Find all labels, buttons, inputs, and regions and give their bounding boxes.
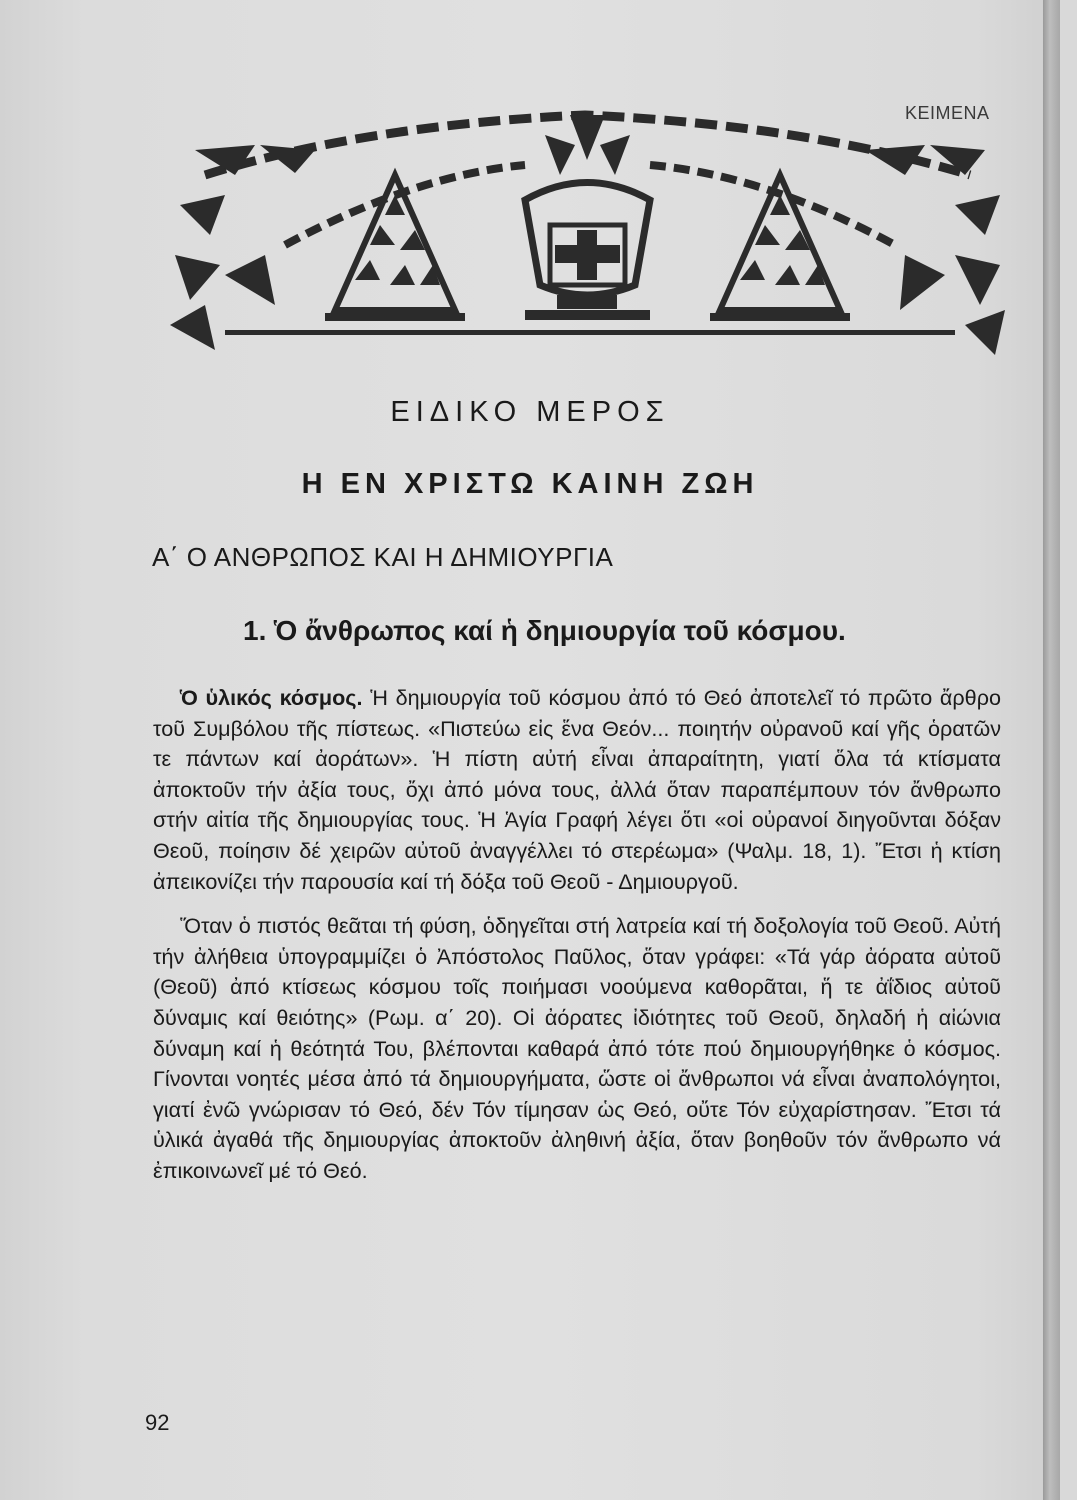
paragraph-1 xyxy=(153,683,1001,897)
paragraph-text: Ὅταν ὁ πιστός θεᾶται τή φύση, ὁδηγεῖται στή λατρεία καί τή δοξολογία τοῦ Θεοῦ. Αὐτή τήν ἀλήθεια ὑπογραμμίζει ὁ Ἀπόστολος Παῦλος, ὅταν γράφει: «Τά γάρ ἀόρατα αὐτοῦ (Θεοῦ) ἀπό κτίσεως κόσμου τοῖς ποιήμασι νοούμενα καθορᾶται, ἥ τε ἀΐδιος αὐτοῦ δύναμις καί θειότης» (Ρωμ. α΄ 20). Οἱ ἀόρατες ἰδιότητες τοῦ Θεοῦ, δηλαδή ἡ αἰώνια δύναμη καί ἡ θεότητά Του, βλέπονται καθαρά ἀπό τότε πού δημιουργήθηκε ὁ κόσμος. Γίνονται νοητές μέσα ἀπό τά δημιουργήματα, ὥστε οἱ ἄνθρωποι νά εἶναι ἀναπολόγητοι, γιατί ἐνῶ γνώρισαν τό Θεό, δέν Τόν τίμησαν ὡς Θεό, οὔτε Τόν εὐχαρίστησαν. Ἔτσι τά ὑλικά ἀγαθά τῆς δημιουργίας ἀποκτοῦν ἀληθινή ἀξία, ὅταν βοηθοῦν τόν ἄνθρωπο νά ἐπικοινωνεῖ μέ τό Θεό. xyxy=(153,913,1001,1183)
page-number: 92 xyxy=(145,1410,170,1435)
section-title: ΕΙΔΙΚΟ ΜΕΡΟΣ xyxy=(390,396,670,428)
paragraph-lead: Ὁ ὑλικός κόσμος. xyxy=(180,685,363,710)
chapter-heading: 1. Ὁ ἄνθρωπος καί ἡ δημιουργία τοῦ κόσμου. xyxy=(243,615,846,646)
part-heading: Α΄ Ο ΑΝΘΡΩΠΟΣ ΚΑΙ Η ΔΗΜΙΟΥΡΓΙΑ xyxy=(152,542,614,572)
main-title: Η ΕΝ ΧΡΙΣΤΩ ΚΑΙΝΗ ΖΩΗ xyxy=(301,468,759,500)
byzantine-cross-ornament-icon xyxy=(165,105,1010,365)
page-edge xyxy=(1043,0,1060,1500)
paragraph-2 xyxy=(153,911,1001,1186)
body-text xyxy=(153,683,1001,1187)
running-head: ΚΕΙΜΕΝΑ xyxy=(905,103,990,123)
paragraph-text: Ἡ δημιουργία τοῦ κόσμου ἀπό τό Θεό ἀποτελεῖ τό πρῶτο ἄρθρο τοῦ Συμβόλου τῆς πίστεως. «Πιστεύω εἰς ἕνα Θεόν... ποιητήν οὐρανοῦ καί γῆς ὁρατῶν τε πάντων καί ἀοράτων». Ἡ πίστη αὐτή εἶναι ἀπαραίτητη, γιατί ὅλα τά κτίσματα ἀποκτοῦν τήν ἀξία τους, ὄχι ἀπό μόνα τους, ἀλλά ὅταν παραπέμπουν τόν ἄνθρωπο στήν αἰτία τῆς δημιουργίας τους. Ἡ Ἁγία Γραφή λέγει ὅτι «οἱ οὐρανοί διηγοῦνται δόξαν Θεοῦ, ποίησιν δέ χειρῶν αὐτοῦ ἀναγγέλλει τό στερέωμα» (Ψαλμ. 18, 1). Ἔτσι ἡ κτίση ἀπεικονίζει τήν παρουσία καί τή δόξα τοῦ Θεοῦ - Δημιουργοῦ. xyxy=(153,685,1001,894)
